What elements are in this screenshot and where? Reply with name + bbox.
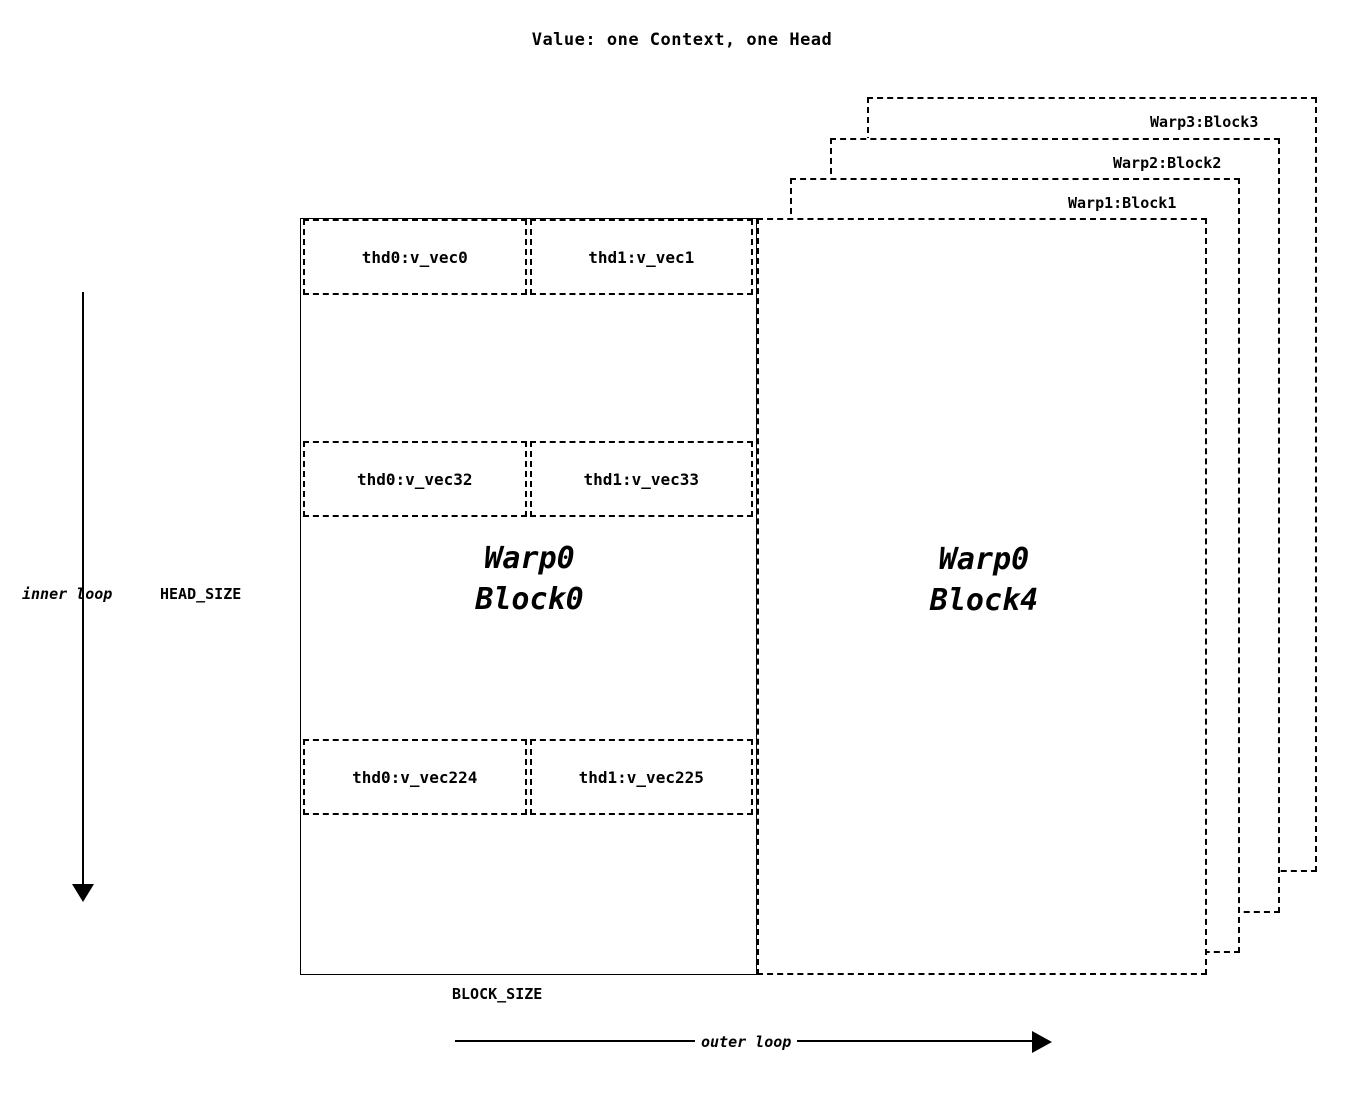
ghost-block-3-label: Warp3:Block3: [1150, 113, 1259, 131]
block-0-warp-label: Warp0: [484, 541, 575, 576]
outer-loop-label: outer loop: [695, 1033, 797, 1051]
thread-cell: thd1:v_vec225: [530, 739, 754, 815]
ghost-block-2-label: Warp2:Block2: [1113, 154, 1222, 172]
thread-row-0: [303, 219, 753, 295]
thread-cell: thd1:v_vec33: [530, 441, 754, 517]
outer-loop-arrow-head-icon: [1032, 1031, 1052, 1053]
block-4-warp-label: Warp0: [938, 542, 1030, 577]
inner-loop-arrow-head-icon: [72, 884, 94, 902]
page-title: Value: one Context, one Head: [531, 30, 833, 50]
block-4: [757, 218, 1207, 975]
block-0-block-label: Block0: [475, 581, 584, 617]
thread-row-2: [303, 739, 753, 815]
thread-cell: thd1:v_vec1: [530, 219, 754, 295]
thread-row-1: [303, 441, 753, 517]
thread-cell: thd0:v_vec32: [303, 441, 527, 517]
thread-cell: thd0:v_vec0: [303, 219, 527, 295]
head-size-label: HEAD_SIZE: [160, 585, 242, 603]
block-size-label: BLOCK_SIZE: [452, 985, 543, 1003]
thread-cell: thd0:v_vec224: [303, 739, 527, 815]
block-0: [300, 218, 757, 975]
block-4-block-label: Block4: [929, 582, 1039, 618]
ghost-block-1-label: Warp1:Block1: [1068, 194, 1177, 212]
inner-loop-label: inner loop: [22, 585, 113, 603]
